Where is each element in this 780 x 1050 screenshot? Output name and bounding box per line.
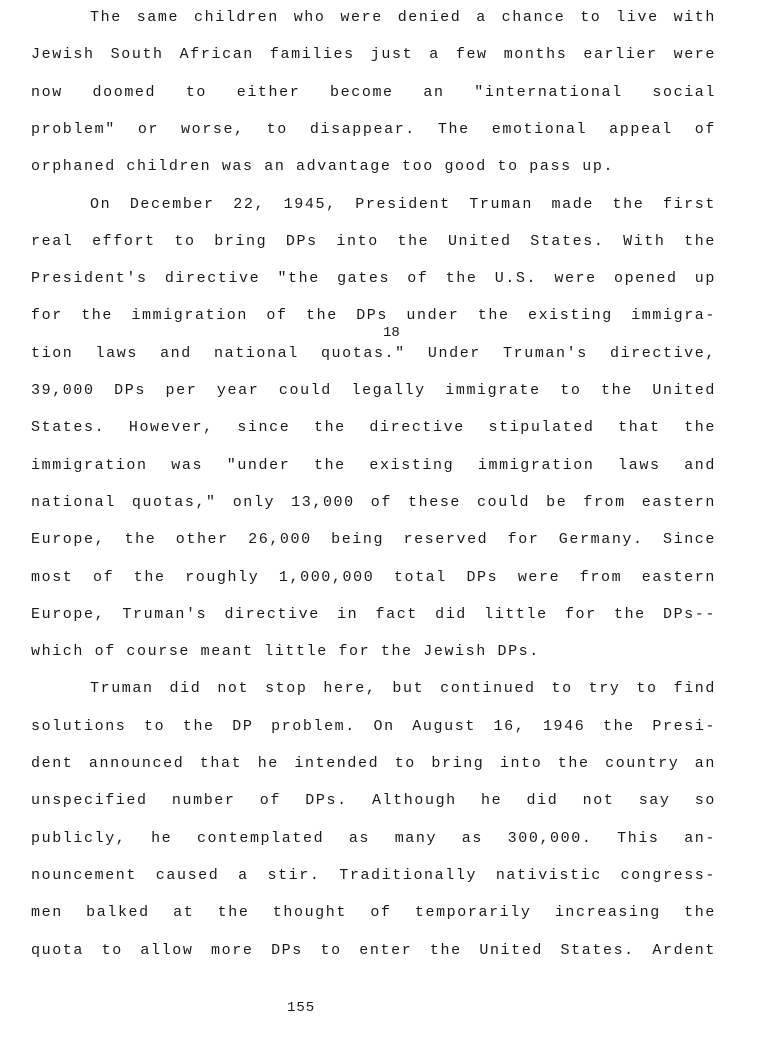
- text-line: men balked at the thought of temporarily increasing the: [31, 904, 716, 922]
- text-line: unspecified number of DPs. Although he did not say so: [31, 792, 716, 810]
- text-line: Truman did not stop here, but continued to try to find: [90, 680, 716, 698]
- text-line: national quotas," only 13,000 of these could be from eastern: [31, 493, 716, 511]
- footnote-reference: 18: [383, 325, 400, 341]
- text-line: immigration was "under the existing immigration laws and: [31, 456, 716, 474]
- text-line: real effort to bring DPs into the United States. With the: [31, 232, 716, 250]
- text-line: Europe, the other 26,000 being reserved for Germany. Since: [31, 531, 716, 549]
- text-line: The same children who were denied a chance to live with: [90, 9, 716, 26]
- text-line: Jewish South African families just a few months earlier were: [31, 46, 716, 64]
- text-line: tion laws and national quotas." Under Truman's directive,: [31, 344, 716, 362]
- page-number: 155: [287, 1000, 316, 1016]
- text-line: 39,000 DPs per year could legally immigrate to the United: [31, 382, 716, 399]
- text-line: most of the roughly 1,000,000 total DPs were from eastern: [31, 568, 716, 586]
- text-line: solutions to the DP problem. On August 16, 1946 the Presi-: [31, 717, 716, 735]
- text-line: now doomed to either become an "international social: [31, 83, 716, 101]
- text-line: quota to allow more DPs to enter the United States. Ardent: [31, 941, 716, 959]
- text-line: problem" or worse, to disappear. The emotional appeal of: [31, 120, 716, 138]
- text-line: which of course meant little for the Jewish DPs.: [31, 643, 540, 661]
- text-line: dent announced that he intended to bring into the country an: [31, 755, 716, 772]
- text-line: for the immigration of the DPs under the existing immigra-: [31, 307, 716, 325]
- text-line: President's directive "the gates of the U.S. were opened up: [31, 270, 716, 288]
- text-line: orphaned children was an advantage too good to pass up.: [31, 158, 615, 176]
- text-line: publicly, he contemplated as many as 300,000. This an-: [31, 829, 716, 847]
- text-line: States. However, since the directive stipulated that the: [31, 419, 716, 437]
- text-line: nouncement caused a stir. Traditionally nativistic congress-: [31, 866, 716, 884]
- text-line: On December 22, 1945, President Truman made the first: [90, 195, 716, 213]
- text-line: Europe, Truman's directive in fact did little for the DPs--: [31, 605, 716, 623]
